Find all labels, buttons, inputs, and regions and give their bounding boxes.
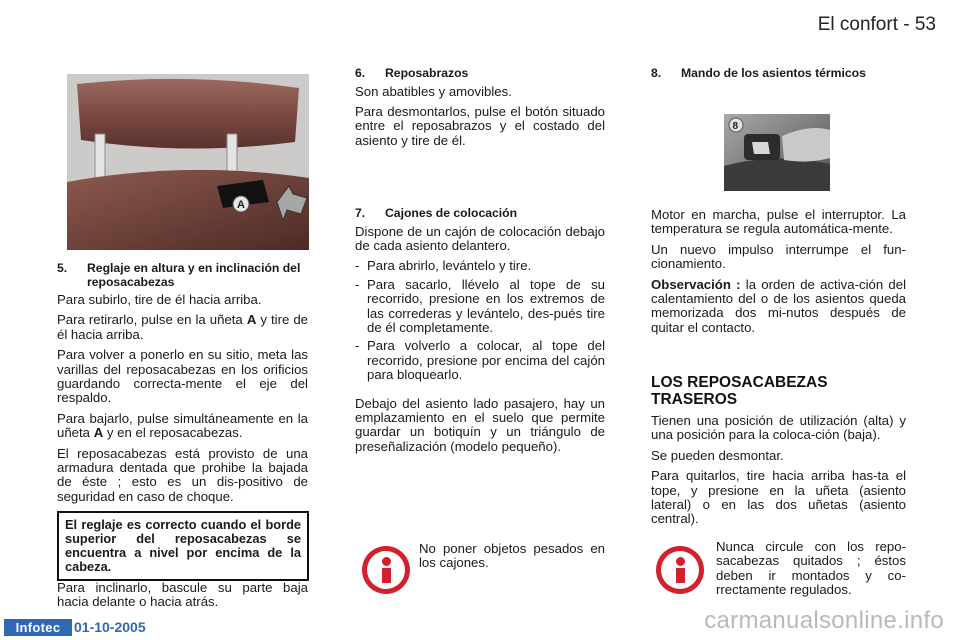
paragraph: Dispone de un cajón de colocación debajo de cada asiento delantero. (355, 223, 605, 253)
heated-seat-switch-photo (724, 114, 830, 191)
column-3-bottom (651, 414, 906, 533)
column-3-top (651, 67, 906, 85)
column-1 (57, 262, 308, 510)
page-title: El confort - 53 (817, 14, 936, 35)
column-2-top (355, 67, 605, 154)
headrest-rod-left (95, 134, 105, 178)
paragraph: Para subirlo, tire de él hacia arriba. (57, 292, 262, 307)
paragraph: Para retirarlo, pulse en la uñeta A y tire de él hacia arriba. (57, 312, 308, 342)
paragraph: Son abatibles y amovibles. (355, 83, 512, 99)
paragraph: Tienen una posición de utilización (alta) y una posición para la coloca-ción (baja). (651, 413, 906, 443)
info-icon (656, 546, 704, 594)
section-heading: LOS REPOSACABEZAS TRASEROS (651, 374, 828, 408)
watermark: carmanualsonline.info (704, 607, 944, 634)
headrest-photo (67, 74, 309, 250)
section-5-title: 5. Reglaje en altura y en inclinación del reposacabezas (57, 261, 301, 289)
column-2-mid (355, 207, 605, 460)
column-1-bottom (57, 581, 308, 616)
section-6-title: 6. Reposabrazos (355, 66, 469, 80)
seat-back (67, 170, 309, 250)
section-7-title: 7. Cajones de colocación (355, 206, 518, 220)
callout-a-label: A (237, 199, 245, 211)
list-item: - Para abrirlo, levántelo y tire. (355, 258, 532, 274)
paragraph: Para bajarlo, pulse simultáneamente en la uñeta A y en el reposacabezas. (57, 410, 308, 441)
paragraph: Para inclinarlo, bascule su parte baja hacia delante o hacia atrás. (57, 580, 308, 610)
paragraph: Para quitarlos, tire hacia arriba has-ta el tope, y presione en la uñeta (asiento lateral) o en las dos uñetas (asiento central). (651, 468, 906, 527)
footer-date: 01-10-2005 (74, 619, 146, 635)
info-icon (362, 546, 410, 594)
note-box: El reglaje es correcto cuando el borde superior del reposacabezas se encuentra a nivel por encima de la cabeza. (57, 511, 309, 581)
paragraph: Debajo del asiento lado pasajero, hay un emplazamiento en el suelo que permite guardar un botiquín y un triángulo de preseñalización (modelo pequeño). (355, 395, 605, 454)
headrest-cushion (77, 79, 299, 149)
paragraph: Un nuevo impulso interrumpe el fun-cionamiento. (651, 241, 906, 272)
column-3-mid (651, 208, 906, 341)
callout-8-label: 8 (732, 121, 739, 132)
list-item: - Para volverlo a colocar, al tope del recorrido, presione por encima del cajón para bloquearlo. (355, 338, 605, 383)
info-note-headrests: Nunca circule con los repo-sacabezas quitados ; éstos deben ir montados y co-rrectamente regulados. (716, 539, 906, 598)
infotec-logo: Infotec (4, 619, 72, 636)
list-item: - Para sacarlo, llévelo al tope de su recorrido, presione en los extremos de las correderas y levántelo, des-pués tire de él completamente. (355, 276, 605, 335)
paragraph: Se pueden desmontar. (651, 447, 784, 463)
paragraph: Para desmontarlos, pulse el botón situado entre el reposabrazos y el costado del asiento y tire de él. (355, 103, 605, 148)
paragraph: Para volver a ponerlo en su sitio, meta las varillas del reposacabezas en los orificios guardando correcta-mente el eje del respaldo. (57, 347, 308, 406)
paragraph: Observación : la orden de activa-ción del calentamiento del o de los asientos queda memorizada dos mi-nutos después de quitar el contacto. (651, 276, 906, 335)
section-8-title: 8. Mando de los asientos térmicos (651, 66, 866, 80)
info-note-drawers: No poner objetos pesados en los cajones. (419, 541, 605, 571)
paragraph: El reposacabezas está provisto de una armadura dentada que prohibe la bajada de éste ; esto es un dis-positivo de seguridad en caso de choque. (57, 445, 308, 504)
paragraph: Motor en marcha, pulse el interruptor. La temperatura se regula automática-mente. (651, 207, 906, 237)
